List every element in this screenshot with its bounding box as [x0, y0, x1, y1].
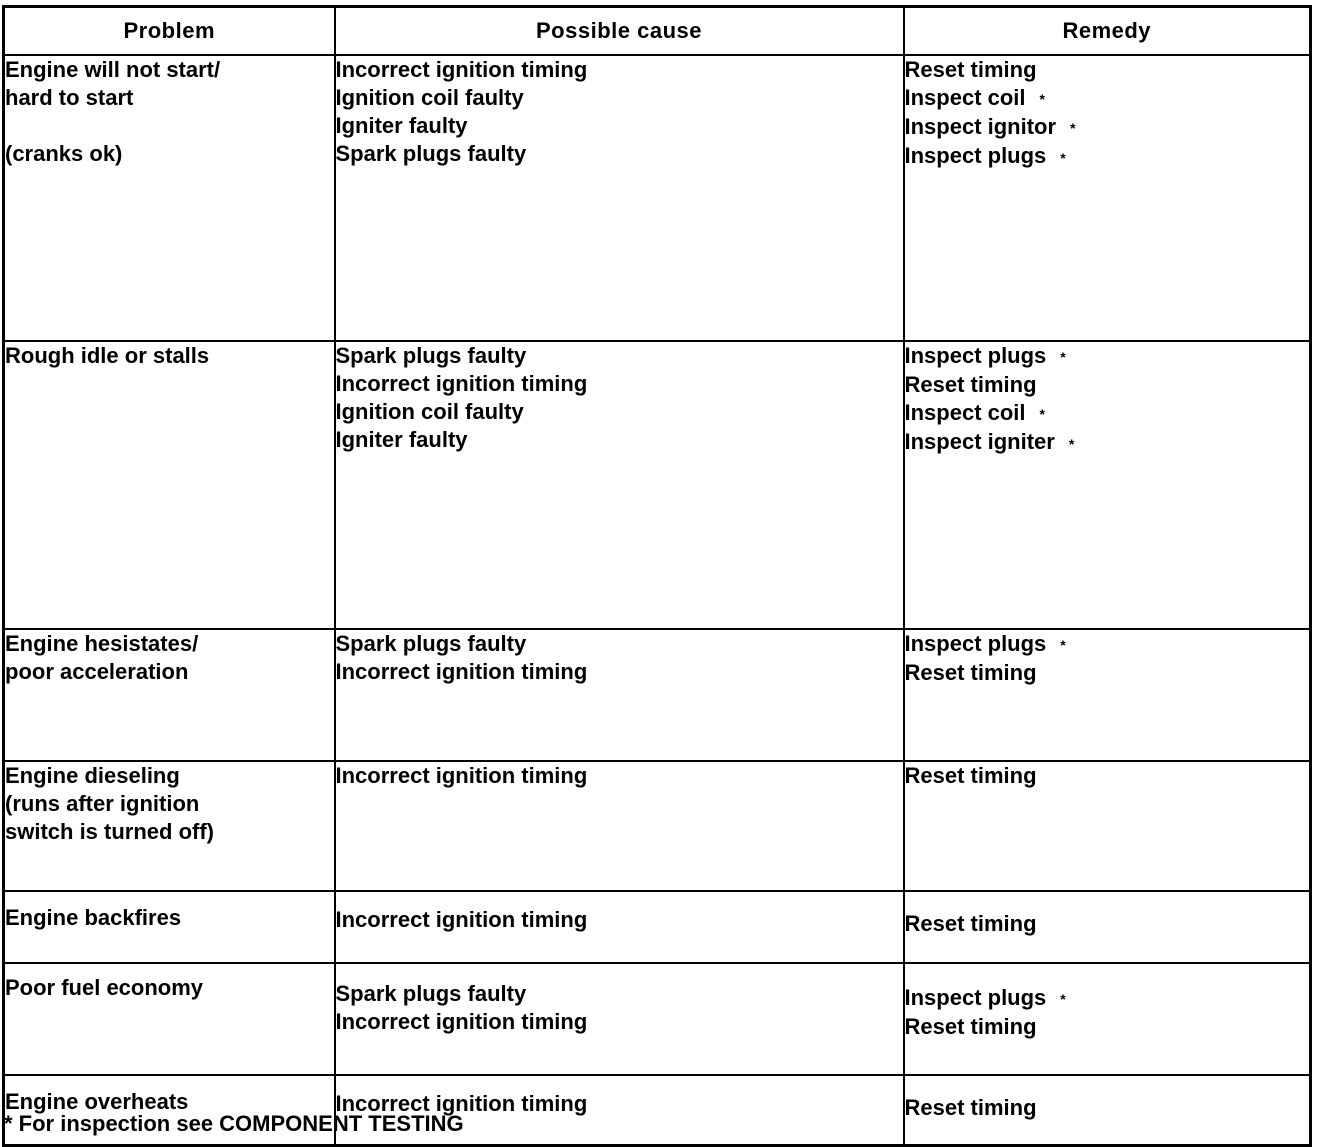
remedy-cell [904, 1075, 1311, 1146]
remedy-cell [904, 341, 1311, 629]
table-row [4, 629, 1311, 761]
remedy-item [905, 142, 1310, 171]
asterisk-mark: * [1068, 435, 1075, 452]
problem-text: switch is turned off) [5, 819, 214, 844]
problem-spacer [5, 112, 334, 140]
table-row [4, 891, 1311, 963]
problem-text: Engine overheats [5, 1089, 189, 1114]
table-row [4, 761, 1311, 891]
remedy-text: Inspect igniter [904, 429, 1055, 455]
problem-text: Rough idle or stalls [5, 343, 210, 368]
problem-text: Poor fuel economy [5, 975, 204, 1000]
remedy-text: Reset timing [904, 372, 1037, 398]
remedy-item [905, 762, 1310, 790]
remedy-item [905, 1013, 1310, 1041]
cause-cell [335, 891, 904, 963]
cause-text: Incorrect ignition timing [335, 1091, 588, 1116]
remedy-item [905, 910, 1310, 938]
problem-text: poor acceleration [5, 659, 189, 684]
remedy-text: Reset timing [904, 1095, 1037, 1120]
cause-cell [335, 629, 904, 761]
problem-text: Engine backfires [5, 905, 182, 930]
remedy-text: Reset timing [904, 1014, 1037, 1040]
header-possible-cause: Possible cause [335, 7, 904, 56]
remedy-cell [904, 761, 1311, 891]
remedy-text: Inspect plugs [904, 343, 1047, 368]
remedy-text: Inspect plugs [904, 143, 1047, 169]
remedy-text: Inspect plugs [904, 985, 1047, 1010]
cause-text: Incorrect ignition timing [335, 659, 588, 684]
problem-text: (cranks ok) [5, 141, 123, 166]
remedy-text: Reset timing [904, 911, 1037, 936]
problem-cell [4, 341, 335, 629]
cause-cell [335, 963, 904, 1075]
cause-cell [335, 761, 904, 891]
remedy-item [905, 113, 1310, 142]
cause-text: Incorrect ignition timing [335, 371, 588, 396]
remedy-cell [904, 629, 1311, 761]
cause-text: Incorrect ignition timing [335, 1009, 588, 1034]
troubleshooting-table [2, 5, 1312, 1147]
cause-text: Incorrect ignition timing [335, 57, 588, 82]
cause-cell [335, 341, 904, 629]
asterisk-mark: * [1070, 120, 1076, 137]
cause-text: Igniter faulty [335, 427, 468, 452]
cause-text: Spark plugs faulty [335, 981, 527, 1006]
remedy-text: Reset timing [904, 660, 1037, 686]
remedy-text: Reset timing [904, 57, 1037, 82]
table-row [4, 341, 1311, 629]
problem-text: (runs after ignition [5, 791, 200, 816]
remedy-item [905, 984, 1310, 1013]
table-row [4, 963, 1311, 1075]
cause-text: Incorrect ignition timing [335, 763, 588, 788]
problem-cell [4, 963, 335, 1075]
footnote: * For inspection see COMPONENT TESTING [4, 1111, 464, 1136]
remedy-item [905, 428, 1310, 457]
problem-text: Engine will not start/ [5, 57, 221, 82]
problem-cell [4, 891, 335, 963]
cause-text: Incorrect ignition timing [335, 907, 588, 932]
header-problem: Problem [4, 7, 335, 56]
cause-text: Spark plugs faulty [335, 631, 527, 656]
table-row [4, 55, 1311, 341]
cause-cell [335, 55, 904, 341]
remedy-item [905, 630, 1310, 659]
remedy-item [905, 56, 1310, 84]
table-header-row [4, 7, 1311, 56]
remedy-cell [904, 55, 1311, 341]
cause-text: Ignition coil faulty [335, 399, 524, 424]
problem-cell [4, 629, 335, 761]
remedy-text: Inspect plugs [904, 631, 1047, 656]
asterisk-mark: * [1060, 991, 1066, 1008]
asterisk-mark: * [1039, 91, 1045, 108]
remedy-item [905, 84, 1310, 113]
cause-text: Ignition coil faulty [335, 85, 524, 110]
cause-text: Spark plugs faulty [335, 343, 527, 368]
remedy-item [905, 371, 1310, 399]
remedy-item [905, 399, 1310, 428]
problem-cell [4, 761, 335, 891]
asterisk-mark: * [1060, 637, 1066, 654]
remedy-text: Reset timing [904, 763, 1037, 788]
header-remedy: Remedy [904, 7, 1311, 56]
problem-cell [4, 55, 335, 341]
remedy-cell [904, 963, 1311, 1075]
cause-text: Igniter faulty [335, 113, 468, 138]
remedy-text: Inspect coil [904, 85, 1026, 110]
remedy-text: Inspect coil [904, 400, 1026, 426]
table-body [4, 55, 1311, 1146]
problem-text: hard to start [5, 85, 134, 110]
remedy-item [905, 342, 1310, 371]
cause-text: Spark plugs faulty [335, 141, 527, 166]
asterisk-mark: * [1060, 349, 1066, 366]
remedy-cell [904, 891, 1311, 963]
remedy-text: Inspect ignitor [904, 114, 1057, 140]
problem-text: Engine dieseling [5, 763, 180, 788]
problem-text: Engine hesistates/ [5, 631, 199, 656]
remedy-item [905, 659, 1310, 687]
asterisk-mark: * [1060, 149, 1066, 166]
remedy-item [905, 1094, 1310, 1122]
asterisk-mark: * [1039, 406, 1045, 423]
